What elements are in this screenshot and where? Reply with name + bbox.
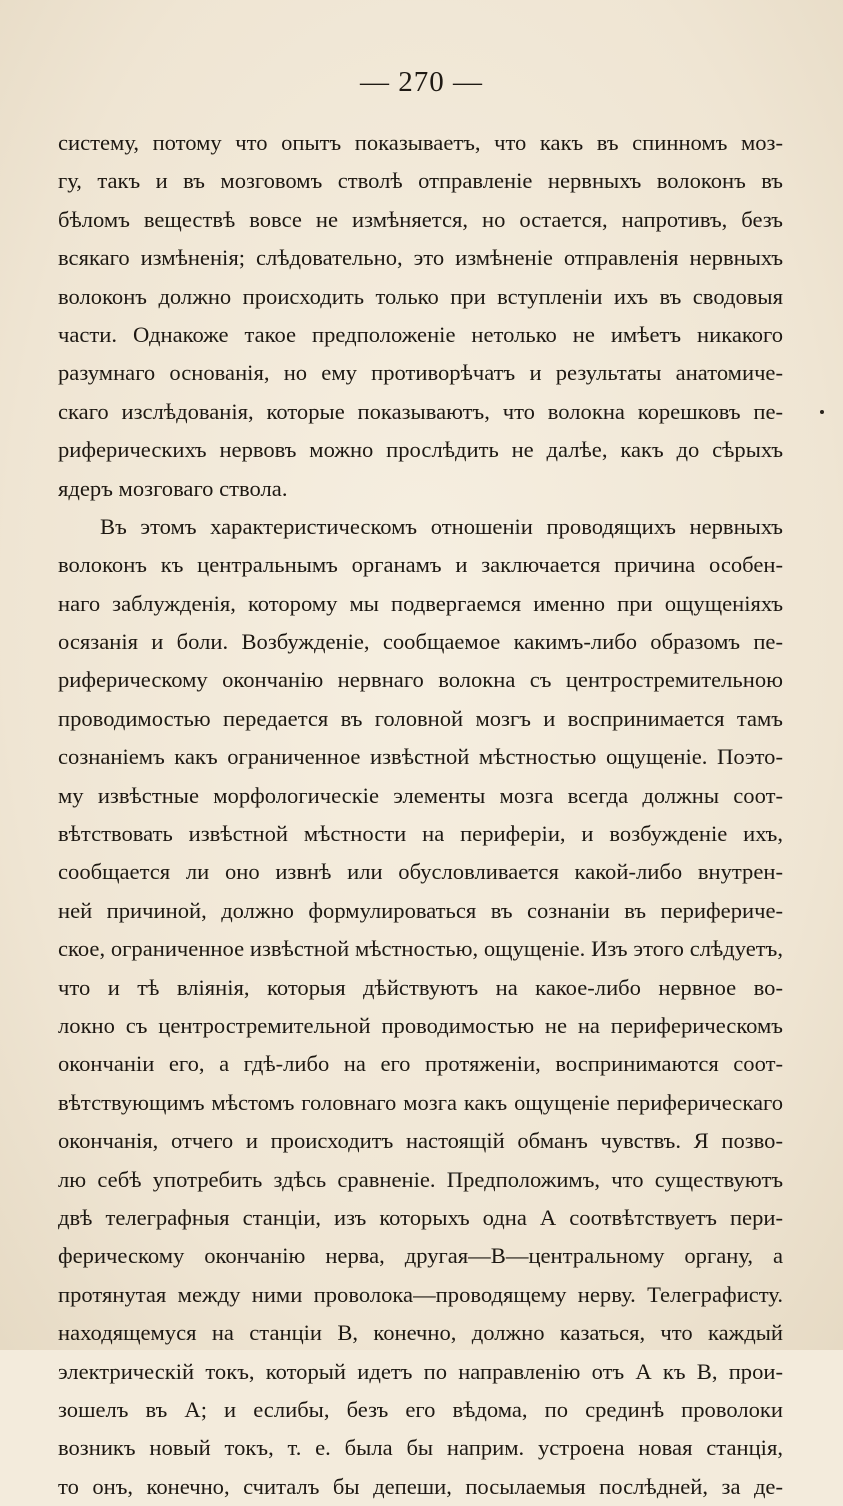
- text-line: ское, ограниченное извѣстной мѣстностью, ощущеніе. Изъ этого слѣдуетъ,: [58, 936, 783, 962]
- paragraph-start-line: Въ этомъ характеристическомъ отношеніи проводящихъ нервныхъ: [100, 513, 783, 539]
- ink-speck: [820, 410, 824, 414]
- text-line: двѣ телеграфныя станціи, изъ которыхъ одна А соотвѣтствуетъ пери-: [58, 1204, 783, 1230]
- text-line: протянутая между ними проволока—проводящему нерву. Телеграфисту.: [58, 1281, 783, 1307]
- text-line: риферическому окончанію нервнаго волокна съ центростремительною: [58, 667, 783, 693]
- text-line: локно съ центростремительной проводимостью не на периферическомъ: [58, 1012, 783, 1038]
- text-line: систему, потому что опытъ показываетъ, что какъ въ спинномъ моз-: [58, 130, 783, 155]
- text-line: вѣтствующимъ мѣстомъ головнаго мозга какъ ощущеніе периферическаго: [58, 1089, 783, 1115]
- text-line: возникъ новый токъ, т. е. была бы наприм. устроена новая станція,: [58, 1435, 783, 1461]
- body-text: [58, 124, 783, 1506]
- text-line: то онъ, конечно, считалъ бы депеши, посылаемыя послѣдней, за де-: [58, 1473, 783, 1499]
- text-line: части. Однакоже такое предположеніе нетолько не имѣетъ никакого: [58, 321, 783, 347]
- text-line: разумнаго основанія, но ему противорѣчатъ и результаты анатомиче-: [58, 360, 783, 386]
- text-line: осязанія и боли. Возбужденіе, сообщаемое какимъ-либо образомъ пе-: [58, 629, 783, 655]
- text-line: всякаго измѣненія; слѣдовательно, это измѣненіе отправленія нервныхъ: [58, 245, 783, 271]
- text-line: волоконъ къ центральнымъ органамъ и заключается причина особен-: [58, 552, 783, 578]
- text-line: находящемуся на станціи В, конечно, должно казаться, что каждый: [58, 1320, 783, 1346]
- text-line: окончанія, отчего и происходитъ настоящій обманъ чувствъ. Я позво-: [58, 1128, 783, 1154]
- text-line: бѣломъ веществѣ вовсе не измѣняется, но остается, напротивъ, безъ: [58, 206, 783, 232]
- text-line: лю себѣ употребить здѣсь сравненіе. Предположимъ, что существуютъ: [58, 1166, 783, 1192]
- text-line: сообщается ли оно извнѣ или обусловливается какой-либо внутрен-: [58, 859, 783, 885]
- text-line: волоконъ должно происходить только при вступленіи ихъ въ сводовыя: [58, 283, 783, 309]
- text-line: ней причиной, должно формулироваться въ сознаніи въ периферичe-: [58, 897, 783, 923]
- text-line: окончаніи его, а гдѣ-либо на его протяженіи, воспринимаются соот-: [58, 1051, 783, 1077]
- text-line: электрическій токъ, который идетъ по направленію отъ А къ В, прои-: [58, 1358, 783, 1384]
- text-line: скаго изслѣдованія, которые показываютъ, что волокна корешковъ пе-: [58, 398, 783, 424]
- text-line: гу, такъ и въ мозговомъ стволѣ отправленіе нервныхъ волоконъ въ: [58, 168, 783, 194]
- text-line: проводимостью передается въ головной мозгъ и воспринимается тамъ: [58, 705, 783, 731]
- text-line: сознаніемъ какъ ограниченное извѣстной мѣстностью ощущеніе. Поэто-: [58, 744, 783, 770]
- text-line: ядеръ мозговаго ствола.: [58, 475, 288, 501]
- text-line: вѣтствовать извѣстной мѣстности на периферіи, и возбужденіе ихъ,: [58, 821, 783, 847]
- text-line: что и тѣ вліянія, которыя дѣйствуютъ на какое-либо нервное во-: [58, 974, 783, 1000]
- text-line: наго заблужденія, которому мы подвергаемся именно при ощущеніяхъ: [58, 590, 783, 616]
- text-line: ферическому окончанію нерва, другая—В—центральному органу, а: [58, 1243, 783, 1269]
- text-line: риферическихъ нервовъ можно прослѣдить не далѣе, какъ до сѣрыхъ: [58, 437, 783, 463]
- text-line: зошелъ въ А; и еслибы, безъ его вѣдома, по срединѣ проволоки: [58, 1396, 783, 1422]
- page-number: — 270 —: [360, 66, 483, 98]
- text-line: му извѣстные морфологическіе элементы мозга всегда должны соот-: [58, 782, 783, 808]
